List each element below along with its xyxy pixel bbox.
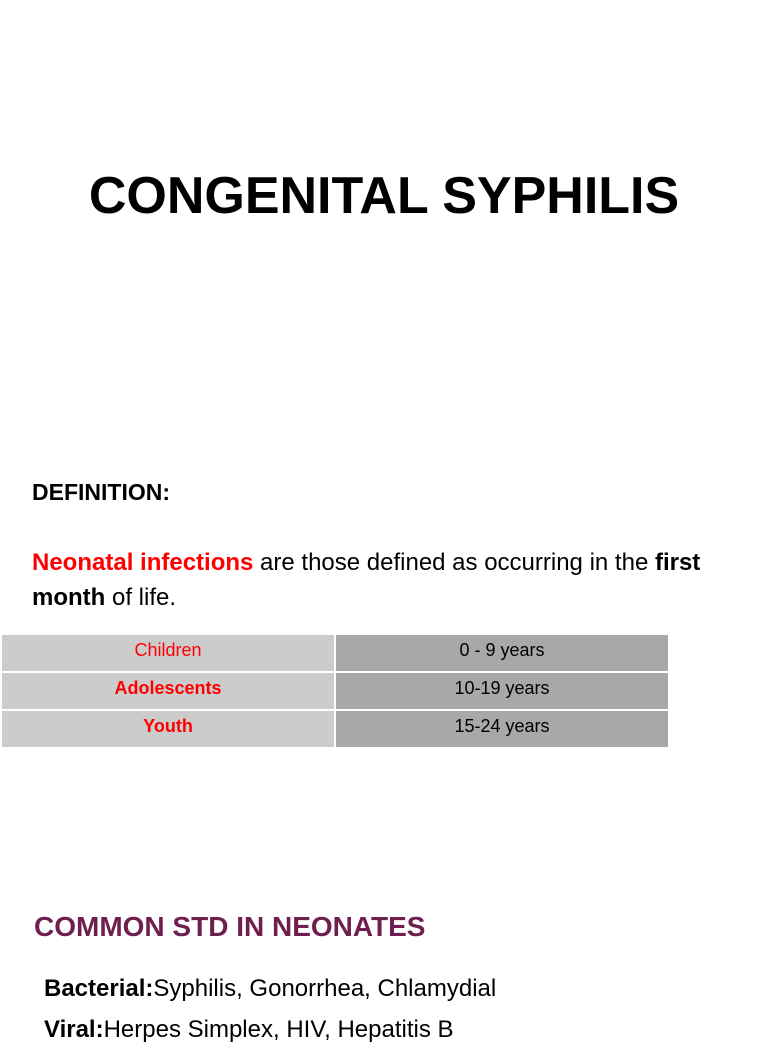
table-row [1,710,669,748]
age-range-label: 0 - 9 years [459,639,545,660]
age-range-cell [335,672,669,710]
age-range-cell [335,710,669,748]
table-row [1,672,669,710]
definition-highlight: Neonatal infections [32,549,254,576]
viral-items: Herpes Simplex, HIV, Hepatitis B [103,1016,454,1043]
bacterial-label: Bacterial: [44,975,154,1002]
age-group-table [0,633,670,749]
age-group-cell [1,672,335,710]
age-group-cell [1,634,335,672]
age-range-label: 15-24 years [454,715,550,736]
viral-label: Viral: [44,1016,104,1043]
page-title: CONGENITAL SYPHILIS [88,167,680,225]
definition-text-part-1: are those defined as occurring in the [253,549,655,576]
age-group-label: Adolescents [114,677,222,698]
bacterial-items: Syphilis, Gonorrhea, Chlamydial [153,975,497,1002]
definition-text [32,545,732,615]
viral-line [44,1014,454,1046]
std-section-heading: COMMON STD IN NEONATES [34,911,426,942]
bacterial-line [44,973,496,1005]
age-range-label: 10-19 years [454,677,550,698]
age-range-cell [335,634,669,672]
definition-heading: DEFINITION: [32,479,170,505]
age-group-cell [1,710,335,748]
definition-bold-term: first month [32,549,701,611]
definition-text-part-2: of life. [105,584,177,611]
age-group-label: Children [134,639,202,660]
table-row [1,634,669,672]
age-group-label: Youth [143,715,193,736]
